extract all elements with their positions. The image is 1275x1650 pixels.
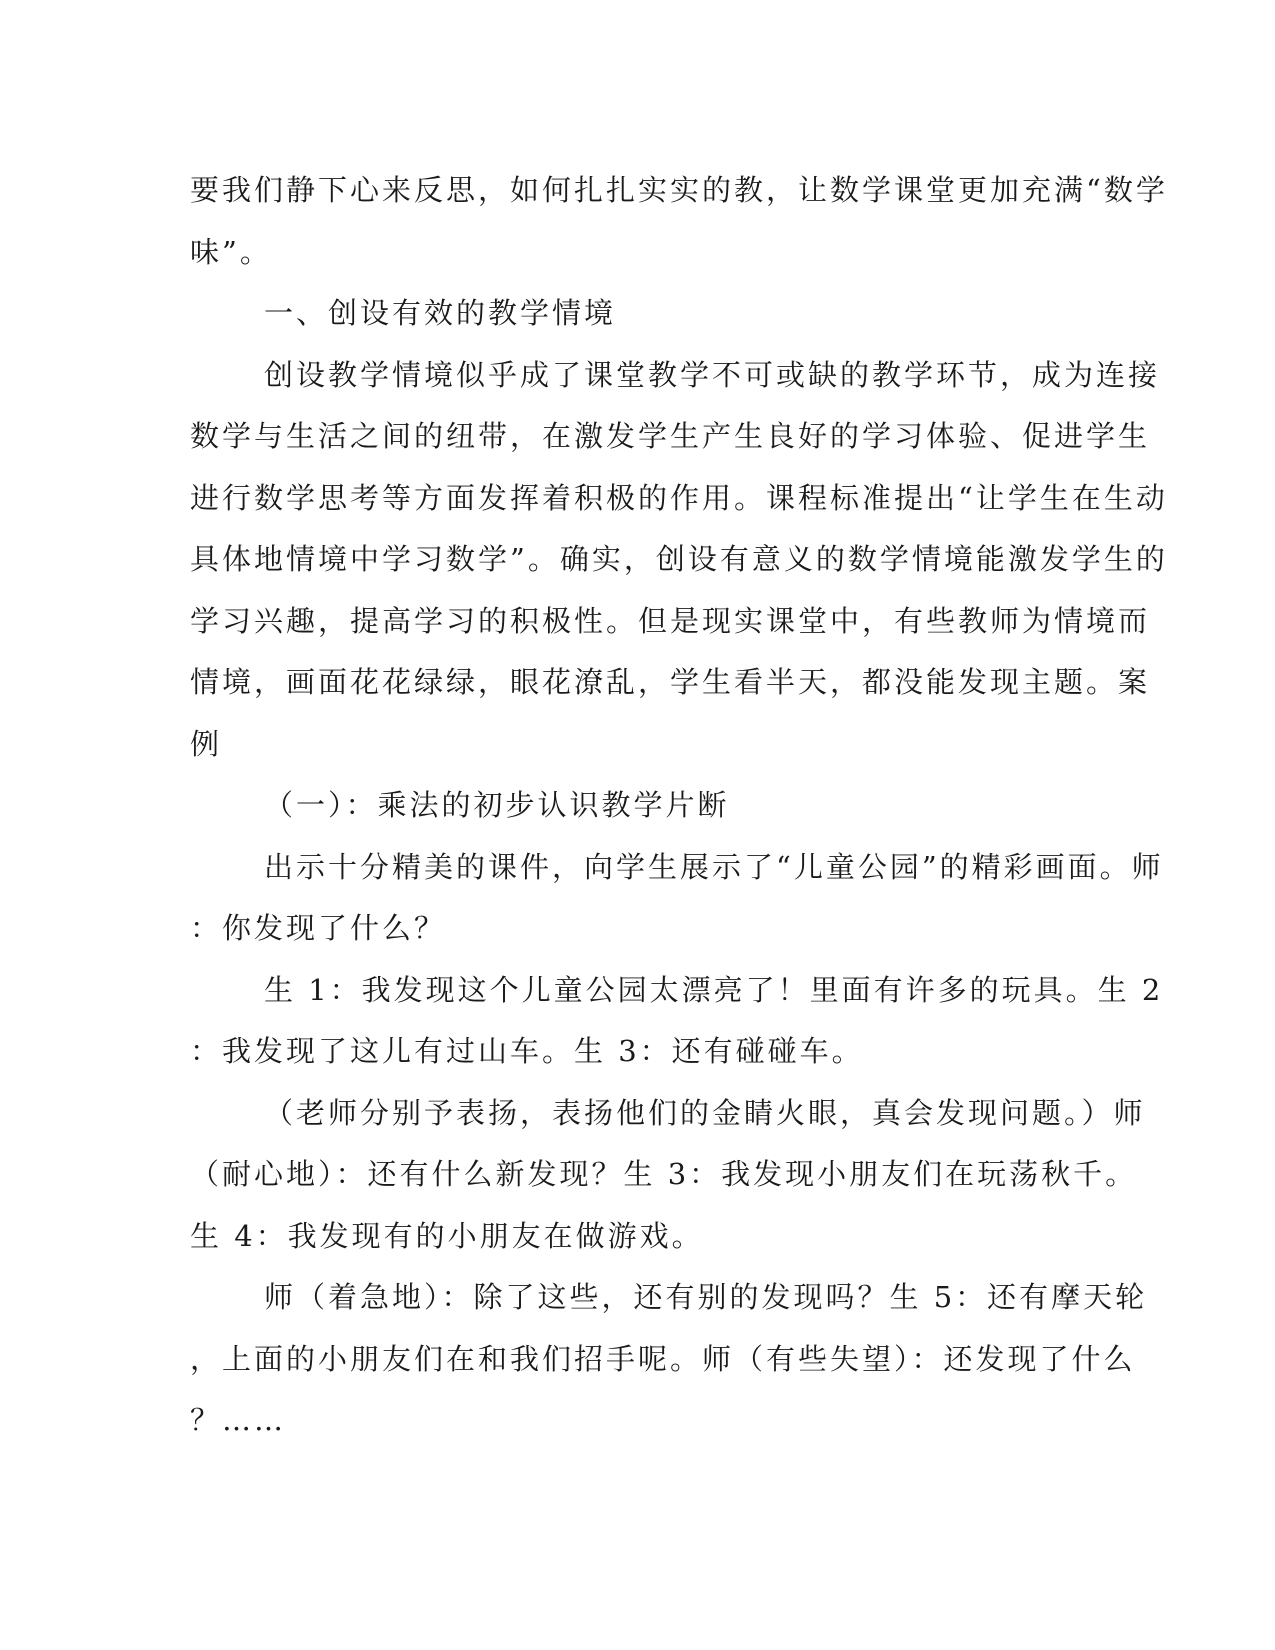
text-line: （耐心地）：还有什么新发现？生 3：我发现小朋友们在玩荡秋千。	[190, 1157, 1138, 1191]
text-line: 味”。	[190, 234, 272, 269]
text-line: 数学与生活之间的纽带，在激发学生产生良好的学习体验、促进学生	[190, 419, 1151, 453]
text-line: 进行数学思考等方面发挥着积极的作用。课程标准提出“让学生在生动	[190, 480, 1168, 515]
text-line: ：我发现了这儿有过山车。生 3：还有碰碰车。	[190, 1034, 864, 1068]
text-line: （老师分别予表扬，表扬他们的金睛火眼，真会发现问题。）师	[264, 1095, 1146, 1130]
text-line: 出示十分精美的课件，向学生展示了“儿童公园”的精彩画面。师	[264, 849, 1164, 884]
text-line: 情境，画面花花绿绿，眼花潦乱，学生看半天，都没能发现主题。案	[190, 665, 1151, 699]
text-line: 生 1：我发现这个儿童公园太漂亮了！里面有许多的玩具。生 2	[264, 972, 1164, 1007]
document-body	[190, 160, 1168, 1452]
text-line: 例	[190, 726, 223, 761]
section-heading: 一、创设有效的教学情境	[264, 296, 617, 330]
text-line: 要我们静下心来反思，如何扎扎实实的教，让数学课堂更加充满“数学	[190, 173, 1168, 207]
text-line: 生 4：我发现有的小朋友在做游戏。	[190, 1218, 704, 1253]
case-heading: （一）：乘法的初步认识教学片断	[264, 788, 730, 822]
text-line: 学习兴趣，提高学习的积极性。但是现实课堂中，有些教师为情境而	[190, 603, 1151, 638]
text-line: ？……	[190, 1403, 287, 1437]
text-line: 创设教学情境似乎成了课堂教学不可或缺的教学环节，成为连接	[264, 357, 1161, 392]
text-line: ：你发现了什么？	[190, 911, 447, 945]
text-line: ，上面的小朋友们在和我们招手呢。师（有些失望）：还发现了什么	[190, 1341, 1136, 1376]
text-line: 具体地情境中学习数学”。确实，创设有意义的数学情境能激发学生的	[190, 542, 1168, 576]
text-line: 师（着急地）：除了这些，还有别的发现吗？生 5：还有摩天轮	[264, 1280, 1148, 1314]
